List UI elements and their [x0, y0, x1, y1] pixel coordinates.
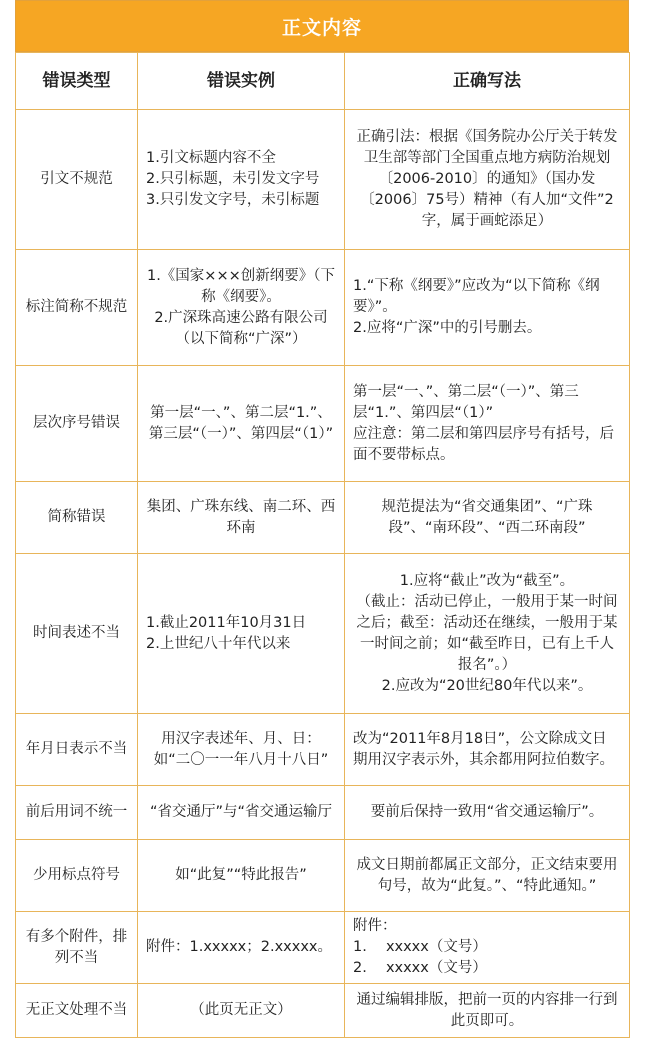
table-row	[16, 840, 630, 912]
correct-form-cell	[345, 250, 630, 366]
correct-form-cell	[345, 912, 630, 984]
example-line: 1.《国家×××创新纲要》（下称《纲要》。	[146, 267, 336, 305]
example-line: （此页无正文）	[190, 1002, 292, 1018]
error-example-cell	[138, 554, 345, 714]
correct-line: 2.应将“广深”中的引号删去。	[353, 320, 542, 336]
table-row	[16, 912, 630, 984]
table-row	[16, 554, 630, 714]
error-example-cell	[138, 482, 345, 554]
table-row	[16, 786, 630, 840]
table-row	[16, 984, 630, 1038]
error-type-cell: 有多个附件，排列不当	[16, 912, 138, 984]
error-example-cell	[138, 840, 345, 912]
example-line: 2.只引标题，未引发文字号	[146, 171, 320, 187]
error-type-cell: 无正文处理不当	[16, 984, 138, 1038]
correct-form-cell	[345, 786, 630, 840]
example-line: “省交通厅”与“省交通运输厅	[149, 804, 333, 820]
example-line: 如“此复”“特此报告”	[175, 867, 307, 883]
correct-form-cell	[345, 482, 630, 554]
error-type-cell: 简称错误	[16, 482, 138, 554]
correct-line: （截止：活动已停止，一般用于某一时间之后；截至：活动还在继续，一般用于某一时间之前；如“截至昨日，已有上千人报名”。）	[356, 593, 618, 673]
header-error-example: 错误实例	[138, 53, 345, 110]
error-type-cell: 标注简称不规范	[16, 250, 138, 366]
error-example-cell	[138, 912, 345, 984]
correct-form-cell	[345, 366, 630, 482]
table-row	[16, 366, 630, 482]
error-example-cell	[138, 984, 345, 1038]
correct-line: 2. xxxxx（文号）	[353, 960, 487, 976]
correct-line: 附件：	[353, 918, 397, 934]
example-line: 1.引文标题内容不全	[146, 150, 276, 166]
error-example-cell	[138, 786, 345, 840]
error-type-cell: 年月日表示不当	[16, 714, 138, 786]
error-example-cell	[138, 366, 345, 482]
correct-line: 1.“下称《纲要》”应改为“以下简称《纲要》”。	[353, 278, 600, 315]
error-type-cell: 引文不规范	[16, 110, 138, 250]
error-type-cell: 少用标点符号	[16, 840, 138, 912]
correct-line: 1.应将“截止”改为“截至”。	[399, 572, 575, 589]
correct-line: 通过编辑排版，把前一页的内容排一行到此页即可。	[356, 991, 618, 1029]
table-title: 正文内容	[15, 0, 629, 52]
correct-line: 改为“2011年8月18日”，公文除成文日期用汉字表示外，其余都用阿拉伯数字。	[353, 730, 614, 768]
correct-form-cell	[345, 554, 630, 714]
correct-line: 成文日期前都属正文部分，正文结束要用句号，故为“此复。”、“特此通知。”	[356, 856, 618, 894]
content-table-wrapper	[15, 0, 629, 1038]
header-error-type: 错误类型	[16, 53, 138, 110]
correct-form-cell	[345, 714, 630, 786]
example-line: 第一层“一、”、第二层“1.”、第三层“（一）”、第四层“（1）”	[148, 404, 334, 442]
table-row	[16, 714, 630, 786]
correct-line: 要前后保持一致用“省交通运输厅”。	[370, 804, 604, 820]
example-line: 2.广深珠高速公路有限公司（以下简称“广深”）	[154, 309, 328, 347]
error-example-cell	[138, 714, 345, 786]
error-example-cell	[138, 250, 345, 366]
correct-line: 第一层“一、”、第二层“（一）”、第三层“1.”、第四层“（1）”	[353, 383, 579, 421]
error-table	[15, 52, 630, 1038]
error-type-cell: 层次序号错误	[16, 366, 138, 482]
correct-line: 2.应改为“20世纪80年代以来”。	[381, 677, 593, 694]
example-line: 2.上世纪八十年代以来	[146, 635, 291, 652]
header-correct-form: 正确写法	[345, 53, 630, 110]
error-type-cell: 时间表述不当	[16, 554, 138, 714]
header-row	[16, 53, 630, 110]
correct-form-cell	[345, 110, 630, 250]
correct-form-cell	[345, 840, 630, 912]
correct-line: 正确引法：根据《国务院办公厅关于转发卫生部等部门全国重点地方病防治规划〔2006-2010〕的通知》（国办发〔2006〕75号）精神（有人加“文件”2字，属于画蛇添足）	[356, 129, 618, 229]
error-example-cell	[138, 110, 345, 250]
example-line: 用汉字表述年、月、日：如“二〇一一年八月十八日”	[153, 730, 329, 768]
example-line: 附件：1.xxxxx；2.xxxxx。	[146, 939, 332, 955]
correct-line: 规范提法为“省交通集团”、“广珠段”、“南环段”、“西二环南段”	[381, 498, 593, 536]
correct-line: 应注意：第二层和第四层序号有括号，后面不要带标点。	[353, 425, 614, 463]
correct-form-cell	[345, 984, 630, 1038]
table-row	[16, 110, 630, 250]
error-type-cell: 前后用词不统一	[16, 786, 138, 840]
table-row	[16, 482, 630, 554]
example-line: 3.只引发文字号，未引标题	[146, 192, 320, 208]
example-line: 集团、广珠东线、南二环、西环南	[146, 498, 336, 536]
correct-line: 1. xxxxx（文号）	[353, 939, 487, 955]
table-row	[16, 250, 630, 366]
example-line: 1.截止2011年10月31日	[146, 614, 307, 631]
